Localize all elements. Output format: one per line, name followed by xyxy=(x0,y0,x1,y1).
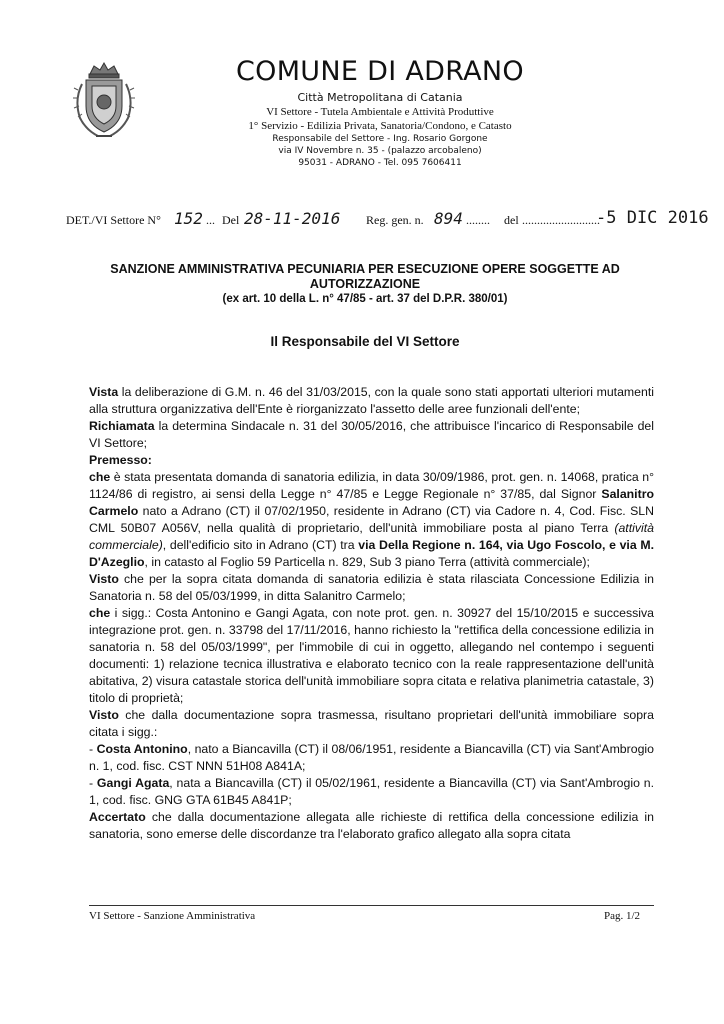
section-heading: Il Responsabile del VI Settore xyxy=(270,334,460,349)
service-line: 1° Servizio - Edilizia Privata, Sanatoria/Condono, e Catasto xyxy=(248,120,512,132)
metropolitan-city: Città Metropolitana di Catania xyxy=(297,91,463,104)
paragraph: Visto che dalla documentazione sopra trasmessa, risultano proprietari dell'unità immobiliare sopra citata i sigg.: xyxy=(89,708,654,739)
letterhead xyxy=(150,56,610,169)
det-label: DET./VI Settore N° xyxy=(66,213,161,227)
del2-label: del xyxy=(504,213,519,227)
paragraph: che i sigg.: Costa Antonino e Gangi Agata, con note prot. gen. n. 30927 del 15/10/2015 e successiva integrazione prot. gen. n. 33798 del 17/11/2016, hanno richiesto la "rettifica della concessione edilizia in sanatoria n. 58 del 05/03/1999", per l'immobile di cui in oggetto, allegando nel contempo i seguenti documenti: 1) relazione tecnica illustrativa e elaborato tecnico con la reale rappresentazione dell'unità abitativa, 2) visura catastale storica dell'unità immobiliare sopra citata e relativa planimetria catastale, 3) titolo di proprietà; xyxy=(89,606,654,705)
paragraph: Vista la deliberazione di G.M. n. 46 del 31/03/2015, con la quale sono stati apportati ulteriori mutamenti alla struttura organizzativa dell'Ente è riorganizzato l'assetto delle aree funzionali dell'ente; xyxy=(89,385,654,416)
registration-date-stamp: -5 DIC 2016 xyxy=(596,208,709,228)
reg-label: Reg. gen. n. xyxy=(366,213,424,227)
det-number: 152 xyxy=(174,209,203,228)
del-label: Del xyxy=(222,213,240,227)
municipality-title: COMUNE DI ADRANO xyxy=(236,56,524,87)
subject-line-1: SANZIONE AMMINISTRATIVA PECUNIARIA PER ESECUZIONE OPERE SOGGETTE AD xyxy=(110,262,620,276)
paragraph: Richiamata la determina Sindacale n. 31 del 30/05/2016, che attribuisce l'incarico di Responsabile del VI Settore; xyxy=(89,419,654,450)
paragraph: Visto che per la sopra citata domanda di sanatoria edilizia è stata rilasciata Concessione Edilizia in Sanatoria n. 58 del 05/03/1999, in ditta Salanitro Carmelo; xyxy=(89,572,654,603)
det-date: 28-11-2016 xyxy=(244,209,341,228)
subject-legal-reference: (ex art. 10 della L. n° 47/85 - art. 37 del D.P.R. 380/01) xyxy=(222,293,508,305)
paragraph: - Costa Antonino, nato a Biancavilla (CT) il 08/06/1951, residente a Biancavilla (CT) via Sant'Ambrogio n. 1, cod. fisc. CST NNN 51H08 A841A; xyxy=(89,742,654,773)
reference-line: DET./VI Settore N° 152 ... Del 28-11-2016 Reg. gen. n. 894 ........ del .......................... -5 DIC 2016 xyxy=(66,208,709,228)
paragraph: Accertato che dalla documentazione allegata alle richieste di rettifica della concessione edilizia in sanatoria, sono emerse delle discordanze tra l'elaborato grafico allegato alla sopra citata xyxy=(89,810,654,841)
subject-line-2: AUTORIZZAZIONE xyxy=(309,277,421,291)
reg-number: 894 xyxy=(434,209,463,228)
coat-of-arms-icon xyxy=(72,60,136,142)
document-body xyxy=(89,384,654,843)
responsible-line: Responsabile del Settore - Ing. Rosario Gorgone xyxy=(272,134,488,144)
footer-divider xyxy=(89,905,654,906)
paragraph: Premesso: xyxy=(89,453,152,467)
page-number: Pag. 1/2 xyxy=(604,910,641,922)
paragraph: che è stata presentata domanda di sanatoria edilizia, in data 30/09/1986, prot. gen. n. 14068, pratica n° 1124/86 di registro, ai sensi della Legge n° 47/85 e Legge Regionale n° 37/85, dal Signor Salanitro Carmelo nato a Adrano (CT) il 07/02/1950, residente in Adrano (CT) via Cadore n. 4, Cod. Fisc. SLN CML 50B07 A056V, nella qualità di proprietario, dell'unità immobiliare posta al piano Terra (attività commerciale), dell'edificio sito in Adrano (CT) tra via Della Regione n. 164, via Ugo Foscolo, e via M. D'Azeglio, in catasto al Foglio 59 Particella n. 829, Sub 3 piano Terra (attività commerciale); xyxy=(89,470,655,569)
paragraph: - Gangi Agata, nata a Biancavilla (CT) il 05/02/1961, residente a Biancavilla (CT) via Sant'Ambrogio n. 1, cod. fisc. GNG GTA 61B45 A841P; xyxy=(89,776,654,807)
address-line: via IV Novembre n. 35 - (palazzo arcobaleno) xyxy=(278,146,482,156)
contact-line: 95031 - ADRANO - Tel. 095 7606411 xyxy=(298,158,462,168)
footer-section-label: VI Settore - Sanzione Amministrativa xyxy=(89,910,256,922)
department-line: VI Settore - Tutela Ambientale e Attività Produttive xyxy=(266,106,494,118)
document-subject xyxy=(70,262,660,307)
